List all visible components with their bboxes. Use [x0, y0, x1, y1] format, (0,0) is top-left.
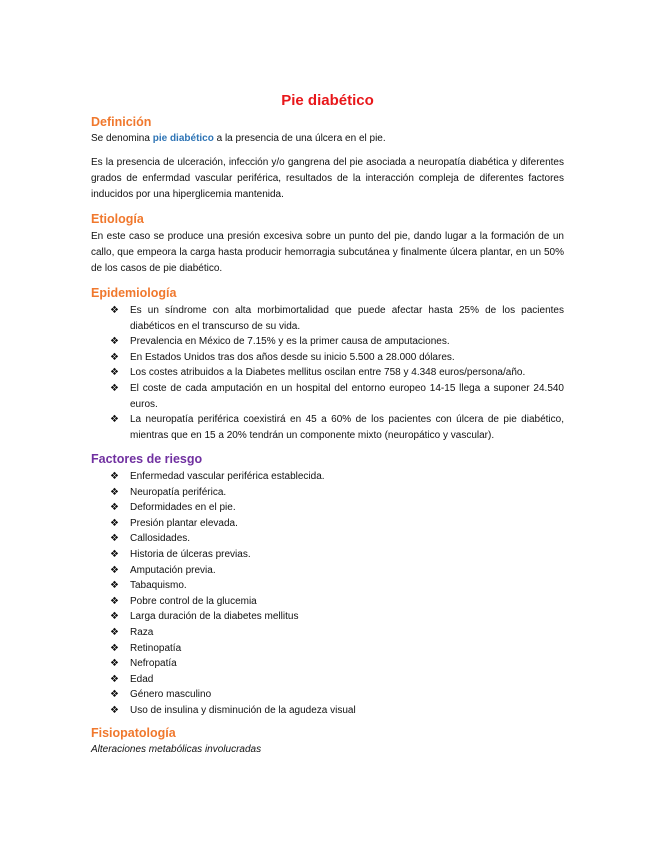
- list-item: ❖ Enfermedad vascular periférica establecida.: [110, 469, 564, 485]
- list-item: ❖ Pobre control de la glucemia: [110, 594, 564, 610]
- factores-list: [110, 469, 564, 719]
- list-item: ❖ Larga duración de la diabetes mellitus: [110, 609, 564, 625]
- list-item: ❖ Los costes atribuidos a la Diabetes mellitus oscilan entre 758 y 4.348 euros/persona/año.: [110, 365, 564, 381]
- list-item: ❖ Edad: [110, 672, 564, 688]
- list-item: ❖ La neuropatía periférica coexistirá en 45 a 60% de los pacientes con úlcera de pie diabético, mientras que en 15 a 20% tendrán un componente mixto (neuropático y vascular).: [110, 414, 564, 441]
- heading-fisiopatologia: Fisiopatología: [91, 726, 176, 740]
- bullet-diamond-icon: ❖: [110, 595, 119, 607]
- bullet-diamond-icon: ❖: [110, 658, 119, 670]
- bullet-diamond-icon: ❖: [110, 548, 119, 560]
- list-item: ❖ Deformidades en el pie.: [110, 500, 564, 516]
- list-item: ❖ Neuropatía periférica.: [110, 485, 564, 501]
- bullet-diamond-icon: ❖: [110, 382, 119, 394]
- bullet-diamond-icon: ❖: [110, 580, 119, 592]
- bullet-diamond-icon: ❖: [110, 611, 119, 623]
- bullet-diamond-icon: ❖: [110, 336, 119, 348]
- list-item: ❖ Callosidades.: [110, 531, 564, 547]
- bullet-diamond-icon: ❖: [110, 689, 119, 701]
- bullet-diamond-icon: ❖: [110, 471, 119, 482]
- definicion-paragraph-1: [91, 131, 564, 147]
- bullet-diamond-icon: ❖: [110, 626, 119, 638]
- page-title: Pie diabético: [281, 92, 374, 109]
- list-item: ❖ Uso de insulina y disminución de la agudeza visual: [110, 703, 564, 719]
- heading-etiologia: Etiología: [91, 212, 144, 226]
- list-item: ❖ Retinopatía: [110, 641, 564, 657]
- bullet-diamond-icon: ❖: [110, 414, 119, 426]
- heading-definicion: Definición: [91, 115, 152, 129]
- epidemiologia-list: [110, 303, 564, 443]
- list-item: ❖ Historia de úlceras previas.: [110, 547, 564, 563]
- bullet-diamond-icon: ❖: [110, 704, 119, 716]
- etiologia-paragraph: En este caso se produce una presión excesiva sobre un punto del pie, dando lugar a la formación de un callo, que empeora la carga hasta producir hemorragia subcutánea y finalmente úlcera plantar, en un 50% de los casos de pie diabético.: [91, 231, 564, 274]
- heading-epidemiologia: Epidemiología: [91, 286, 177, 300]
- bullet-diamond-icon: ❖: [110, 305, 119, 316]
- bullet-diamond-icon: ❖: [110, 673, 119, 685]
- bullet-diamond-icon: ❖: [110, 502, 119, 514]
- definicion-term: pie diabético: [152, 133, 214, 144]
- list-item: ❖ Prevalencia en México de 7.15% y es la primer causa de amputaciones.: [110, 334, 564, 350]
- definicion-paragraph-2: Es la presencia de ulceración, infección y/o gangrena del pie asociada a neuropatía diabética y diferentes grados de enfermdad vascular periférica, resultados de la interacción compleja de diferentes factores inducidos por una hiperglicemia mantenida.: [91, 157, 564, 200]
- list-item: ❖ Es un síndrome con alta morbimortalidad que puede afectar hasta 25% de los pacientes diabéticos en el transcurso de su vida.: [110, 305, 564, 332]
- bullet-diamond-icon: ❖: [110, 564, 119, 576]
- definicion-text-before: Se denomina: [91, 133, 153, 144]
- bullet-diamond-icon: ❖: [110, 533, 119, 545]
- bullet-diamond-icon: ❖: [110, 642, 119, 654]
- list-item: ❖ Raza: [110, 625, 564, 641]
- list-item: ❖ Nefropatía: [110, 656, 564, 672]
- list-item: ❖ En Estados Unidos tras dos años desde su inicio 5.500 a 28.000 dólares.: [110, 350, 564, 366]
- bullet-diamond-icon: ❖: [110, 517, 119, 529]
- definicion-text-after: a la presencia de una úlcera en el pie.: [213, 133, 386, 144]
- bullet-diamond-icon: ❖: [110, 486, 119, 498]
- list-item: ❖ Tabaquismo.: [110, 578, 564, 594]
- bullet-diamond-icon: ❖: [110, 367, 119, 379]
- list-item: ❖ Presión plantar elevada.: [110, 516, 564, 532]
- list-item: ❖ El coste de cada amputación en un hospital del entorno europeo 14-15 llega a suponer 24.540 euros.: [110, 382, 564, 410]
- bullet-diamond-icon: ❖: [110, 351, 119, 363]
- heading-factores-riesgo: Factores de riesgo: [91, 452, 203, 466]
- list-item: ❖ Amputación previa.: [110, 563, 564, 579]
- fisiopatologia-subheading: Alteraciones metabólicas involucradas: [91, 744, 262, 755]
- list-item: ❖ Género masculino: [110, 687, 564, 703]
